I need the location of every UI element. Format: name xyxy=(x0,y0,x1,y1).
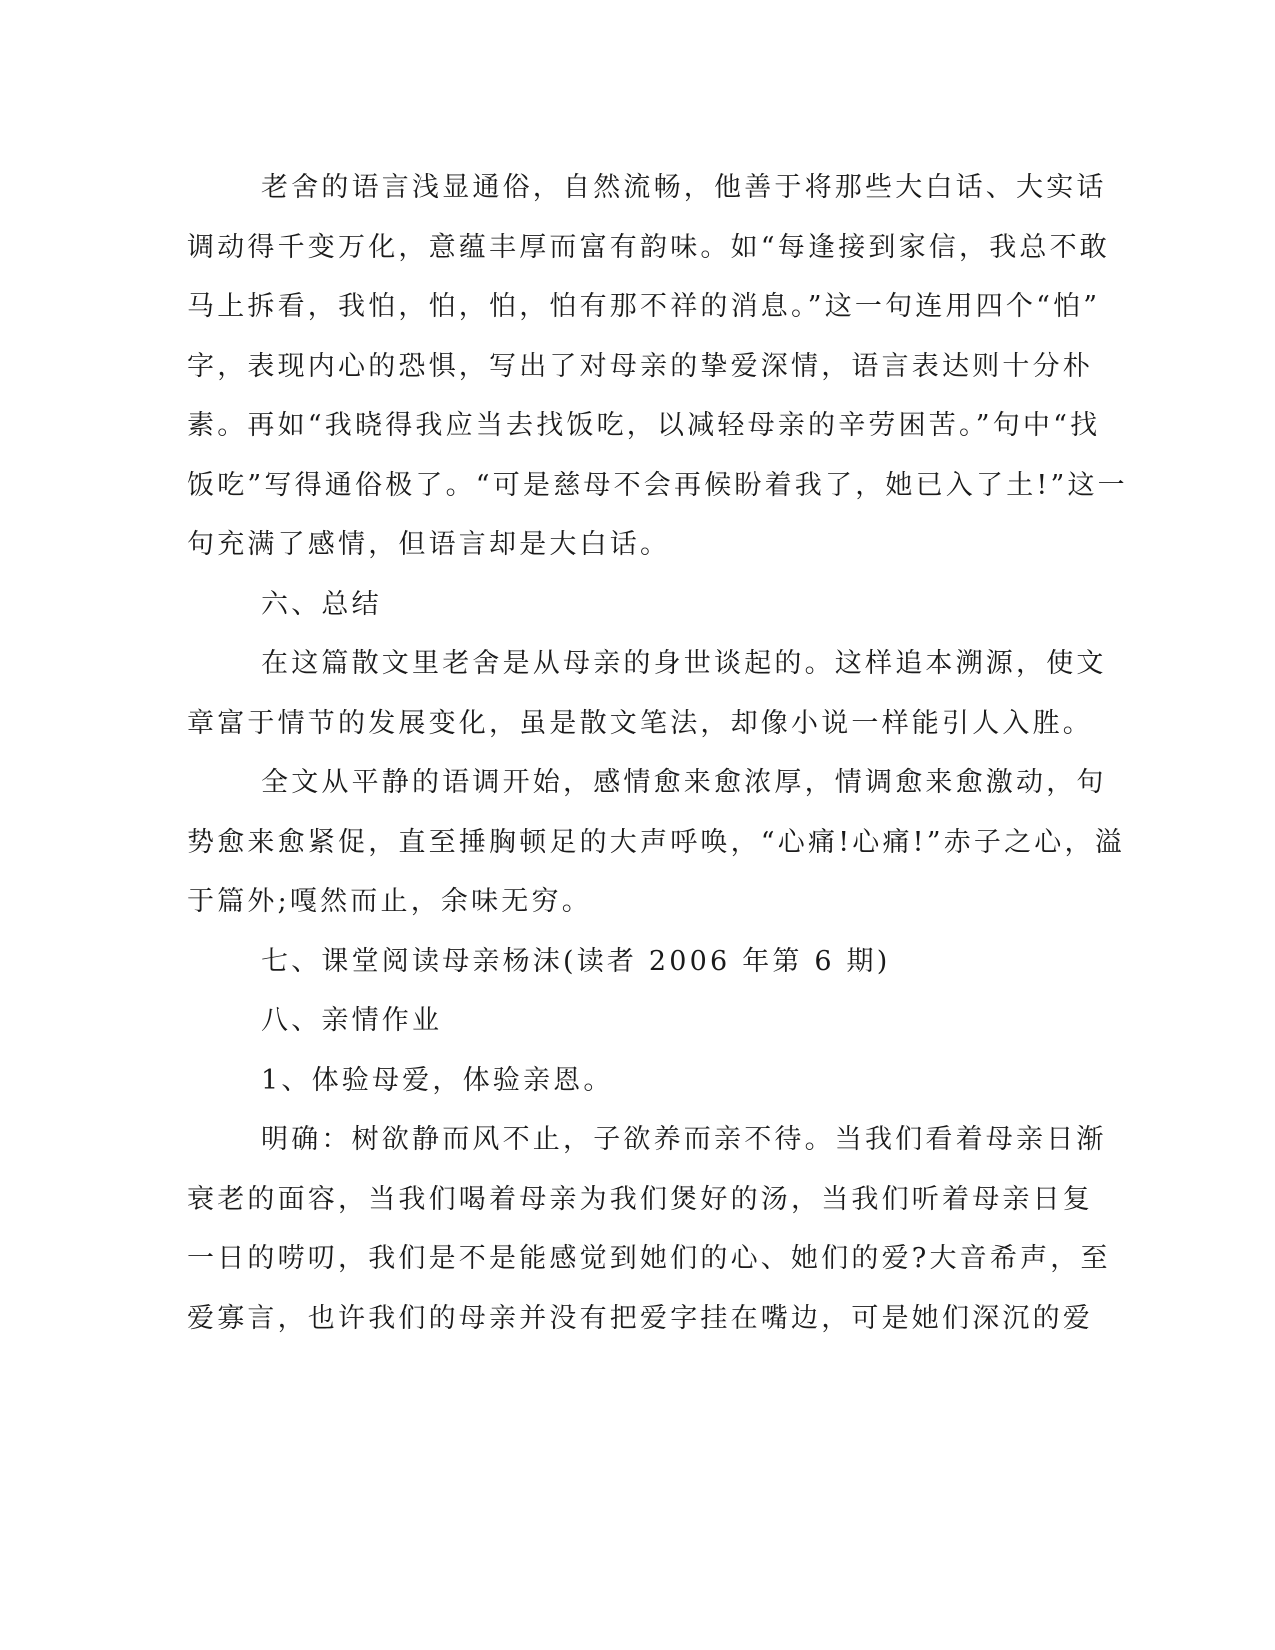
paragraph-summary-tone xyxy=(187,753,1125,932)
text-line: 调动得千变万化，意蕴丰厚而富有韵味。如“每逢接到家信，我总不敢 xyxy=(187,231,1111,263)
text-line: 爱寡言，也许我们的母亲并没有把爱字挂在嘴边，可是她们深沉的爱 xyxy=(187,1302,1093,1334)
text-line: 饭吃”写得通俗极了。“可是慈母不会再候盼着我了，她已入了土!”这一 xyxy=(187,469,1128,501)
text-line: 章富于情节的发展变化，虽是散文笔法，却像小说一样能引人入胜。 xyxy=(187,707,1093,739)
paragraph-language-style xyxy=(187,158,1128,575)
document-body xyxy=(187,158,1128,1348)
text-line: 于篇外;嘎然而止，余味无穷。 xyxy=(187,886,592,917)
text-line: 势愈来愈紧促，直至捶胸顿足的大声呼唤，“心痛!心痛!”赤子之心，溢 xyxy=(187,826,1125,858)
paragraph-summary-origin xyxy=(187,634,1107,753)
text-line: 句充满了感情，但语言却是大白话。 xyxy=(187,529,671,560)
text-line: 全文从平静的语调开始，感情愈来愈浓厚，情调愈来愈激动，句 xyxy=(261,767,1107,798)
text-line: 素。再如“我晓得我应当去找饭吃，以减轻母亲的辛劳困苦。”句中“找 xyxy=(187,410,1101,441)
section-heading-homework: 八、亲情作业 xyxy=(261,1005,443,1036)
text-line: 明确：树欲静而风不止，子欲养而亲不待。当我们看着母亲日渐 xyxy=(261,1124,1107,1155)
text-line: 衰老的面容，当我们喝着母亲为我们煲好的汤，当我们听着母亲日复 xyxy=(187,1183,1093,1215)
text-line: 马上拆看，我怕，怕，怕，怕有那不祥的消息。”这一句连用四个“怕” xyxy=(187,291,1101,322)
section-heading-classroom-reading: 七、课堂阅读母亲杨沫(读者 2006 年第 6 期) xyxy=(261,945,891,977)
text-line: 一日的唠叨，我们是不是能感觉到她们的心、她们的爱?大音希声，至 xyxy=(187,1243,1111,1274)
paragraph-clarification xyxy=(187,1110,1111,1348)
text-line: 在这篇散文里老舍是从母亲的身世谈起的。这样追本溯源，使文 xyxy=(261,648,1107,679)
text-line: 老舍的语言浅显通俗，自然流畅，他善于将那些大白话、大实话 xyxy=(261,172,1107,203)
text-line: 字，表现内心的恐惧，写出了对母亲的挚爱深情，语言表达则十分朴 xyxy=(187,350,1093,382)
homework-item-1: 1、体验母爱，体验亲恩。 xyxy=(261,1064,614,1096)
section-heading-summary: 六、总结 xyxy=(261,588,382,620)
